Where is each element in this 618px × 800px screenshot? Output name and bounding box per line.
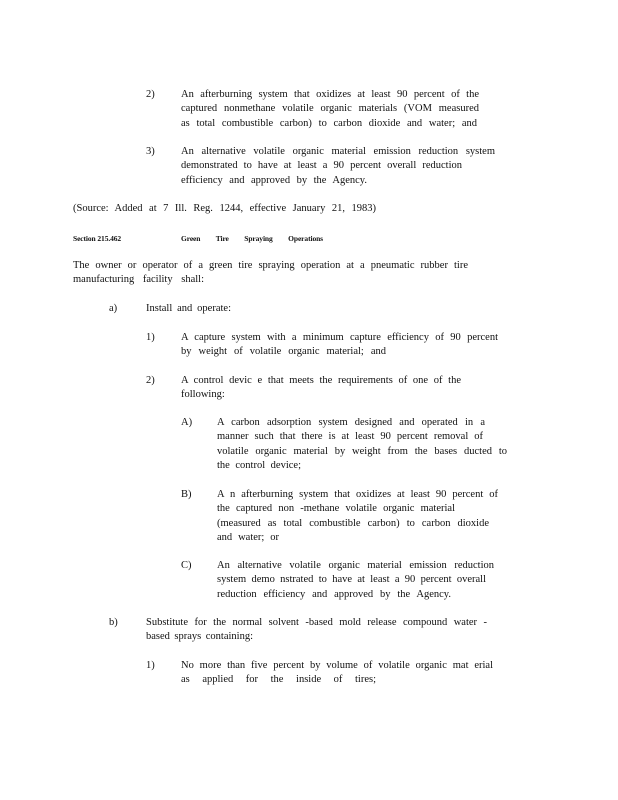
item-label: a) (109, 303, 118, 314)
text-line: No more than five percent by volume of volatile organic mat erial (181, 660, 493, 671)
text-line: captured nonmethane volatile organic materials (VOM measured (181, 103, 479, 115)
item-label: A) (181, 417, 193, 428)
text-line: demonstrated to have at least a 90 percent overall reduction (181, 160, 462, 172)
section-title: Green Tire Spraying Operations (181, 234, 323, 243)
text-line: An alternative volatile organic material emission reduction system (181, 146, 495, 157)
item-label: C) (181, 560, 192, 571)
text-line: A n afterburning system that oxidizes at least 90 percent of (217, 489, 498, 500)
intro-paragraph (73, 259, 468, 288)
text-line: by weight of volatile organic material; and (181, 346, 386, 358)
item-label: 2) (146, 89, 155, 100)
text-line: based sprays containing: (146, 631, 253, 643)
text-line: A carbon adsorption system designed and operated in a (217, 417, 485, 428)
text-line: system demo nstrated to have at least a 90 percent overall (217, 574, 486, 586)
text-line: the captured non -methane volatile organic material (217, 503, 455, 515)
item-label: 3) (146, 146, 155, 157)
text-line: manufacturing facility shall: (73, 274, 204, 286)
text-line: the control device; (217, 460, 301, 472)
paragraph-a-1 (181, 331, 498, 360)
item-label: B) (181, 489, 192, 500)
text-line: and water; or (217, 532, 279, 544)
text-line: manner such that there is at least 90 percent removal of (217, 431, 483, 443)
text-line: following: (181, 389, 225, 401)
item-label: 2) (146, 375, 155, 386)
paragraph-a: Install and operate: (146, 303, 231, 314)
paragraph-b-1 (181, 659, 493, 688)
text-line: efficiency and approved by the Agency. (181, 174, 367, 186)
paragraph-item-2 (181, 88, 479, 131)
text-line: as applied for the inside of tires; (181, 674, 376, 686)
text-line: as total combustible carbon) to carbon dioxide and water; and (181, 117, 477, 129)
paragraph-a-2-B (217, 488, 498, 546)
source-note: (Source: Added at 7 Ill. Reg. 1244, effective January 21, 1983) (73, 203, 376, 214)
text-line: volatile organic material by weight from the bases ducted to (217, 445, 507, 457)
section-number: Section 215.462 (73, 234, 122, 243)
item-label: 1) (146, 660, 155, 671)
text-line: (measured as total combustible carbon) to carbon dioxide (217, 517, 489, 529)
paragraph-a-2-C (217, 559, 494, 602)
text-line: Substitute for the normal solvent -based mold release compound water - (146, 617, 487, 628)
text-line: An alternative volatile organic material emission reduction (217, 560, 494, 571)
item-label: b) (109, 617, 118, 628)
paragraph-item-3 (181, 145, 495, 188)
text-line: An afterburning system that oxidizes at least 90 percent of the (181, 89, 479, 100)
paragraph-a-2 (181, 374, 461, 403)
text-line: The owner or operator of a green tire spraying operation at a pneumatic rubber tire (73, 260, 468, 271)
text-line: A capture system with a minimum capture efficiency of 90 percent (181, 332, 498, 343)
text-line: reduction efficiency and approved by the Agency. (217, 588, 451, 600)
paragraph-a-2-A (217, 416, 507, 474)
paragraph-b (146, 616, 487, 645)
item-label: 1) (146, 332, 155, 343)
text-line: A control devic e that meets the requirements of one of the (181, 375, 461, 386)
